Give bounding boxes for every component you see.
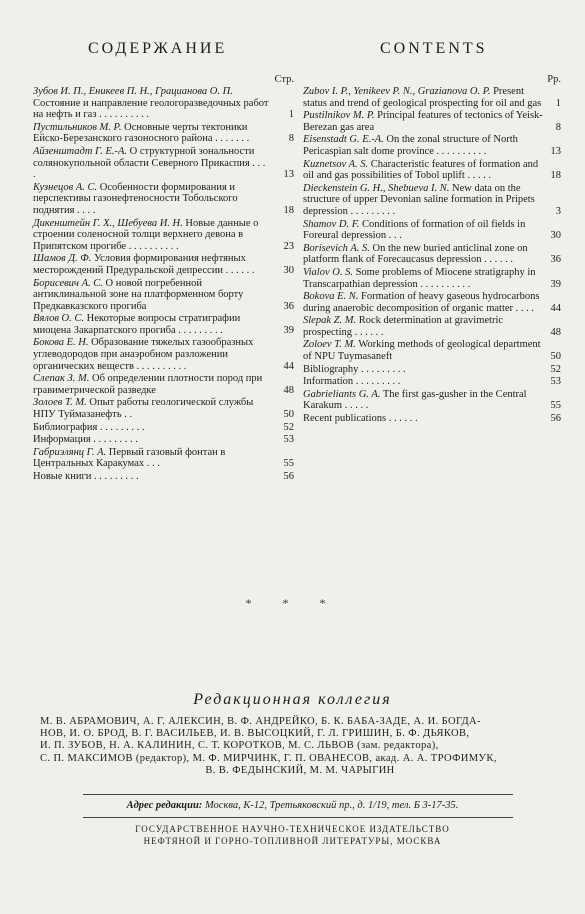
- entry-author: Дикенштейн Г. Х., Шебуева И. Н.: [33, 217, 183, 229]
- entry-title: Состояние и направление геологоразведочных работ на нефть и газ . . . . . . . . . .: [33, 97, 269, 121]
- entry-author: Шамов Д. Ф.: [33, 253, 92, 265]
- entry-page-number: 18: [550, 170, 561, 182]
- entry-title: Об определении плотности пород при гравиметрической разведке: [33, 373, 263, 396]
- entry-author: Зубов И. П., Еникеев П. Н., Грацианова О. П.: [33, 86, 233, 97]
- contents-column-en: [303, 74, 561, 426]
- section-divider-stars: * * *: [245, 596, 340, 610]
- contents-heading-ru: СОДЕРЖАНИЕ: [88, 40, 228, 57]
- entry-author: Dieckenstein G. H., Shebueva I. N.: [303, 182, 450, 194]
- entry-page-number: 13: [283, 169, 294, 181]
- entry-title: Особенности формирования и перспективы газонефтеносности Тобольского поднятия . . . .: [33, 181, 238, 216]
- entry-page-number: 13: [550, 145, 561, 157]
- entry-title: Bibliography . . . . . . . . .: [303, 363, 406, 375]
- contents-entry: [303, 86, 561, 109]
- contents-entry: [303, 110, 561, 133]
- entry-title: The first gas-gusher in the Central Karakum . . . . .: [303, 388, 527, 412]
- entry-page-number: 39: [550, 278, 561, 290]
- contents-entry: [33, 253, 294, 276]
- publisher-imprint: [0, 823, 585, 847]
- entry-page-number: 44: [283, 360, 294, 372]
- entry-title: Formation of heavy gaseous hydrocarbons during anaerobic decomposition of organic matter . . . .: [303, 291, 540, 314]
- entry-author: Zubov I. P., Yenikeev P. N., Grazianova O. P.: [303, 86, 491, 97]
- contents-entry: [33, 471, 294, 483]
- entry-page-number: 53: [550, 376, 561, 388]
- entry-author: Слепак З. М.: [33, 373, 90, 385]
- entry-title: Present status and trend of geological prospecting for oil and gas: [303, 86, 542, 109]
- contents-entry: [33, 278, 294, 313]
- entry-page-number: 30: [550, 230, 561, 242]
- entry-author: Bokova E. N.: [303, 291, 359, 303]
- contents-entry: [303, 219, 561, 242]
- entry-title: Условия формирования нефтяных месторождений Предуральской депрессии . . . . . .: [33, 253, 255, 276]
- contents-entry: [33, 434, 294, 446]
- entry-title: О новой погребенной антиклинальной зоне на платформенном борту Предкавказского прогиба: [33, 277, 244, 312]
- contents-entry: [303, 291, 561, 314]
- entry-title: Information . . . . . . . . .: [303, 376, 401, 388]
- contents-entry: [303, 315, 561, 338]
- entry-page-number: 18: [283, 204, 294, 216]
- entry-page-number: 39: [283, 324, 294, 336]
- entry-page-number: 1: [288, 109, 294, 121]
- entry-page-number: 30: [283, 264, 294, 276]
- entry-page-number: 52: [283, 421, 294, 433]
- contents-entry: [33, 373, 294, 396]
- entry-title: Characteristic features of formation and oil and gas possibilities of Tobol uplift . . . . .: [303, 158, 539, 182]
- entry-title: О структурной зональности солянокупольной области Северного Прикаспия . . . .: [33, 145, 266, 181]
- entry-author: Zoloev T. M.: [303, 339, 356, 351]
- contents-entry: [33, 422, 294, 434]
- entry-author: Kuznetsov A. S.: [303, 158, 369, 170]
- entry-page-number: 53: [283, 434, 294, 446]
- divider-rule: [83, 817, 513, 818]
- editorial-address: [0, 800, 585, 811]
- entry-title: On the zonal structure of North Pericaspian salt dome province . . . . . . . . . .: [303, 134, 518, 157]
- board-line: НОВ, И. О. БРОД, В. Г. ВАСИЛЬЕВ, И. В. ВЫСОЦКИЙ, Г. Л. ГРИШИН, Б. Ф. ДЬЯКОВ,: [40, 728, 470, 740]
- publisher-line: ГОСУДАРСТВЕННОЕ НАУЧНО-ТЕХНИЧЕСКОЕ ИЗДАТЕЛЬСТВО: [135, 824, 450, 834]
- contents-entry: [33, 447, 294, 470]
- entry-page-number: 48: [283, 384, 294, 396]
- contents-list-ru: [33, 86, 294, 483]
- contents-entry: [303, 134, 561, 157]
- contents-entry: [33, 397, 294, 420]
- contents-entry: [303, 389, 561, 412]
- entry-author: Eisenstadt G. E.-A.: [303, 134, 384, 146]
- address-label: Адрес редакции:: [126, 800, 203, 811]
- entry-title: New data on the structure of upper Devonian saline formation in Pripets depression . . . . . . . . .: [303, 182, 535, 217]
- entry-title: Новые данные о строении соленосной толщи верхнего девона в Припятском прогибе . . . . . . . . . .: [33, 217, 259, 252]
- board-line: И. П. ЗУБОВ, Н. А. КАЛИНИН, С. Т. КОРОТКОВ, М. С. ЛЬВОВ (зам. редактора),: [40, 740, 439, 752]
- contents-entry: [303, 339, 561, 362]
- page-column-label-ru: Стр.: [274, 74, 294, 85]
- address-text: Москва, К-12, Третьяковский пр., д. 1/19, тел. Б 3-17-35.: [202, 800, 459, 811]
- entry-page-number: 44: [550, 302, 561, 314]
- entry-page-number: 23: [283, 240, 294, 252]
- entry-page-number: 52: [550, 363, 561, 375]
- contents-entry: [33, 337, 294, 372]
- publisher-line: НЕФТЯНОЙ И ГОРНО-ТОПЛИВНОЙ ЛИТЕРАТУРЫ, МОСКВА: [143, 836, 442, 846]
- board-line: В. В. ФЕДЫНСКИЙ, М. М. ЧАРЫГИН: [205, 764, 395, 776]
- entry-page-number: 55: [283, 458, 294, 470]
- entry-author: Кузнецов А. С.: [33, 181, 98, 193]
- entry-author: Габриэлянц Г. А.: [33, 446, 107, 458]
- board-line: С. П. МАКСИМОВ (редактор), М. Ф. МИРЧИНК, Г. П. ОВАНЕСОВ, акад. А. А. ТРОФИМУК,: [40, 752, 497, 764]
- entry-title: Principal features of tectonics of Yeisk-Berezan gas area: [303, 110, 543, 133]
- contents-entry: [303, 159, 561, 182]
- entry-title: Библиография . . . . . . . . .: [33, 421, 145, 433]
- entry-title: Основные черты тектоники Ейско-Березанского газоносного района . . . . . . .: [33, 121, 250, 145]
- entry-author: Вялов О. С.: [33, 313, 85, 325]
- entry-author: Pustilnikov M. P.: [303, 110, 375, 122]
- entry-title: Recent publications . . . . . .: [303, 413, 418, 425]
- entry-title: Working methods of geological department of NPU Tuymasaneft: [303, 339, 541, 363]
- entry-page-number: 50: [550, 351, 561, 363]
- entry-author: Айзенштадт Г. Е.-А.: [33, 145, 128, 157]
- editorial-board-title: Редакционная коллегия: [193, 691, 392, 708]
- entry-page-number: 8: [288, 133, 294, 145]
- contents-entry: [303, 243, 561, 266]
- contents-entry: [33, 313, 294, 336]
- entry-title: Информация . . . . . . . . .: [33, 434, 138, 446]
- editorial-board-members: [40, 716, 560, 777]
- contents-entry: [303, 183, 561, 218]
- entry-author: Shamov D. F.: [303, 218, 360, 230]
- entry-page-number: 8: [555, 121, 561, 133]
- entry-author: Vialov O. S.: [303, 266, 353, 278]
- entry-page-number: 48: [550, 326, 561, 338]
- contents-entry: [33, 146, 294, 181]
- divider-rule: [83, 794, 513, 795]
- page-column-label-en: Pp.: [547, 74, 561, 85]
- contents-entry: [33, 218, 294, 253]
- entry-author: Borisevich A. S.: [303, 242, 370, 254]
- board-line: М. В. АБРАМОВИЧ, А. Г. АЛЕКСИН, В. Ф. АНДРЕЙКО, Б. К. БАБА-ЗАДЕ, А. И. БОГДА-: [40, 716, 481, 727]
- entry-title: Новые книги . . . . . . . . .: [33, 471, 139, 482]
- entry-title: Conditions of formation of oil fields in Foreural depression . . .: [303, 218, 526, 242]
- entry-page-number: 55: [550, 400, 561, 412]
- contents-entry: [33, 86, 294, 121]
- entry-title: Rock determination at gravimetric prospecting . . . . . .: [303, 315, 504, 338]
- entry-author: Золоев Т. М.: [33, 397, 87, 409]
- contents-entry: [303, 364, 561, 376]
- entry-page-number: 56: [550, 413, 561, 425]
- entry-page-number: 36: [283, 300, 294, 312]
- contents-list-en: [303, 86, 561, 425]
- contents-column-ru: [33, 74, 294, 484]
- entry-author: Gabrieliants G. A.: [303, 388, 381, 400]
- entry-page-number: 36: [550, 254, 561, 266]
- entry-page-number: 50: [283, 409, 294, 421]
- entry-title: Опыт работы геологической службы НПУ Туймазанефть . .: [33, 397, 254, 421]
- entry-author: Slepak Z. M.: [303, 315, 357, 327]
- entry-title: Первый газовый фонтан в Центральных Каракумах . . .: [33, 446, 226, 470]
- contents-entry: [303, 413, 561, 425]
- entry-author: Борисевич А. С.: [33, 277, 103, 289]
- contents-entry: [303, 376, 561, 388]
- entry-author: Пустильников М. Р.: [33, 121, 122, 133]
- contents-entry: [33, 122, 294, 145]
- contents-entry: [33, 182, 294, 217]
- entry-page-number: 1: [555, 97, 561, 109]
- entry-title: Некоторые вопросы стратиграфии миоцена Закарпатского прогиба . . . . . . . . .: [33, 313, 241, 336]
- entry-page-number: 3: [555, 205, 561, 217]
- contents-heading-en: CONTENTS: [380, 40, 488, 57]
- entry-author: Бокова Е. Н.: [33, 337, 89, 349]
- contents-entry: [303, 267, 561, 290]
- entry-page-number: 56: [283, 471, 294, 482]
- entry-title: On the new buried anticlinal zone on platform flank of Forecaucasus depression . . . . . .: [303, 242, 528, 266]
- entry-title: Some problems of Miocene stratigraphy in Transcarpathian depression . . . . . . . . . .: [303, 266, 536, 290]
- entry-title: Образование тяжелых газообразных углеводородов при анаэробном разложении органических веществ . . . . . . . . . .: [33, 337, 254, 372]
